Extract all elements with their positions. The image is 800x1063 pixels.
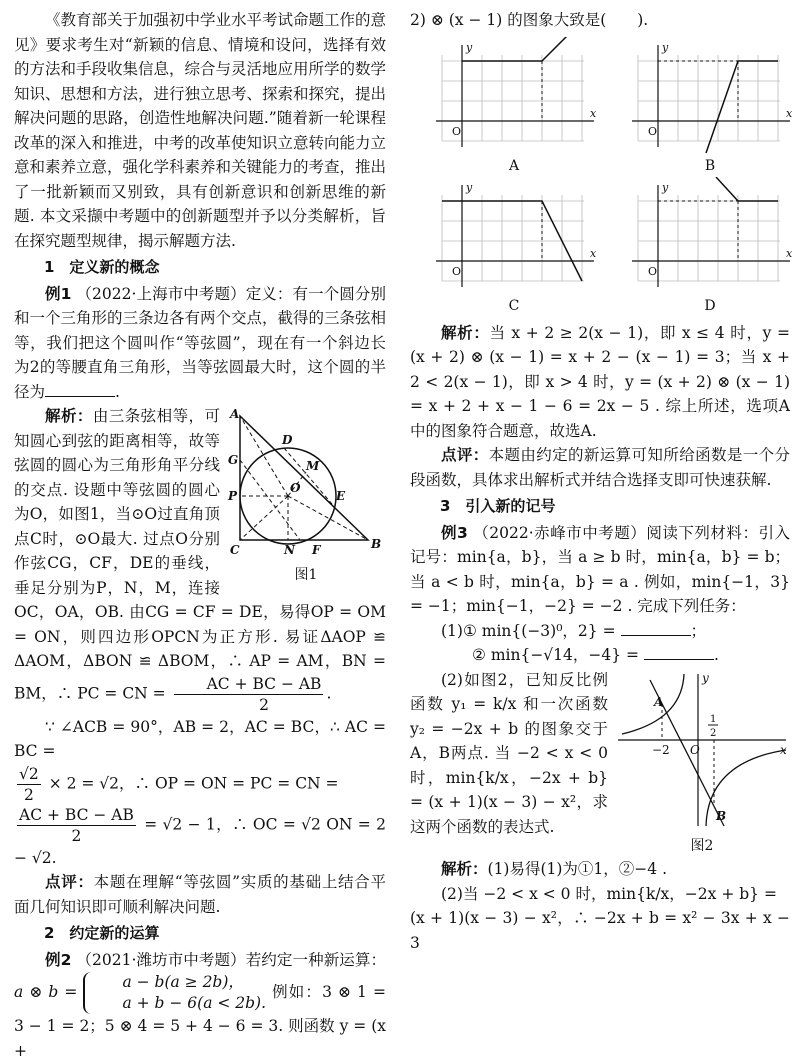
example-2 bbox=[14, 948, 386, 1063]
comment-2-text: 本题由约定的新运算可知所给函数是一个分段函数，具体求出解析式并结合选择支即可快速获解. bbox=[410, 446, 790, 489]
graph-d-x: x bbox=[786, 247, 793, 260]
solution-1-label: 解析： bbox=[45, 407, 93, 425]
solution-1-line-c-text: × 2 = √2，∴ OP = ON = PC = CN = bbox=[49, 774, 339, 792]
fig2-label-x: x bbox=[780, 743, 787, 757]
solution-1: 解析：由三条弦相等，可知圆心到弦的距离相等，故等弦圆的圆心为三角形角平分线的交点. 设题中等弦圆的圆心为O，如图1，当⊙O过直角顶点C时，⊙O最大. 过点O分别作弦CG，CF，DE的垂线，垂足分别为P，N，M，连接OC，OA，OB. 由CG = CF = DE，易得OP = OM = ON，则四边形OPCN为正方形. 易证ΔAOP ≌ ΔAOM，ΔBON ≌ ΔBOM，∴ AP = AM，BN = BM，∴ PC = CN = $\frac{AC + BC - AB}{2}$ . bbox=[14, 404, 386, 715]
task-2: (2)如图2，已知反比例函数 y₁ = k/x 和一次函数 y₂ = −2x + b 的图象交于A，B两点. 当 −2 < x < 0 时，min{k/x，−2x + b} = (x + 1)(x − 3) − x²，求这两个函数的表达式. bbox=[410, 668, 790, 840]
fig2-half-num: 1 bbox=[710, 714, 716, 725]
fig2-label-B: B bbox=[715, 809, 726, 823]
fraction-sqrt2-over-2 bbox=[17, 764, 41, 805]
graph-c-label: C bbox=[424, 297, 604, 315]
answer-blank-3 bbox=[644, 643, 714, 660]
fig1-label-B: B bbox=[370, 537, 381, 551]
comment-1 bbox=[14, 870, 386, 919]
example-2-label: 例2 bbox=[45, 951, 71, 969]
solution-2-text: 当 x + 2 ≥ 2(x − 1)，即 x ≤ 4 时，y = (x + 2) ⊗ (x − 1) = x + 2 − (x − 1) = 3；当 x + 2 < 2(x − 1)，即 x > 4 时，y = (x + 2) ⊗ (x − 1) = x + 2 + x − 1 − 6 = 2x − 5 . 综上所述，选项A中的图象符合题意，故选A. bbox=[410, 324, 790, 440]
graph-c-y: y bbox=[465, 181, 473, 194]
solution-3-b: (2)当 −2 < x < 0 时，min{k/x，−2x + b} = bbox=[410, 882, 790, 907]
answer-blank-1 bbox=[45, 380, 115, 397]
figure-2-caption: 图2 bbox=[614, 837, 790, 855]
fig1-label-A: A bbox=[229, 408, 239, 421]
fig2-label-neg2: −2 bbox=[652, 743, 670, 757]
fig1-label-P: P bbox=[227, 489, 238, 503]
graph-option-c bbox=[424, 177, 604, 317]
fig2-label-y: y bbox=[701, 671, 709, 685]
graph-b-plot bbox=[620, 37, 800, 157]
comment-2-label: 点评： bbox=[441, 446, 489, 464]
task-1b-text: ② min{−√14，−4} = bbox=[472, 646, 639, 664]
graph-a-plot bbox=[424, 37, 604, 157]
solution-1-text: 由三条弦相等，可知圆心到弦的距离相等，故等弦圆的圆心为三角形角平分线的交点. 设题中等弦圆的圆心为O，如图1，当⊙O过直角顶点C时，⊙O最大. 过点O分别作弦CG，CF，DE的垂线，垂足分别为P，N，M，连接OC，OA，OB. 由CG = CF = DE，易得OP = OM = ON，则四边形OPCN为正方形. 易证ΔAOP ≌ ΔAOM，ΔBON ≌ ΔBOM，∴ AP = AM，BN = BM，∴ PC = CN = bbox=[14, 407, 386, 702]
example-3-label: 例3 bbox=[441, 524, 468, 542]
comment-1-label: 点评： bbox=[45, 873, 94, 891]
section-1-heading: 1 定义新的概念 bbox=[14, 255, 386, 280]
graph-b-origin: O bbox=[648, 125, 657, 138]
section-2-heading: 2 约定新的运算 bbox=[14, 921, 386, 946]
example-3-text: （2022·赤峰市中考题）阅读下列材料：引入记号：min{a，b}，当 a ≥ b 时，min{a，b} = b；当 a < b 时，min{a，b} = a . 例如，min{−1，3} = −1；min{−1，−2} = −2 . 完成下列任务： bbox=[410, 524, 790, 616]
graph-d-origin: O bbox=[648, 265, 657, 278]
intro-paragraph: 《教育部关于加强初中学业水平考试命题工作的意见》要求考生对“新颖的信息、情境和设问，选择有效的方法和手段收集信息，综合与灵活地应用所学的数学知识、思想和方法，进行独立思考、探索和探究，提出解决问题的思路，创造性地解决问题.”随着新一轮课程改革的深入和推进，中考的改革使知识立意转向能力立意和素养立意，强化学科素养和关键能力的考查，推出了一批新颖而又别致，具有创新意识和创新思维的新题. 本文采撷中考题中的创新题型并予以分类解析，旨在探究题型规律，揭示解题方法. bbox=[14, 8, 386, 253]
figure-2 bbox=[614, 670, 790, 856]
fig2-label-A: A bbox=[653, 695, 663, 709]
example-1-end: . bbox=[115, 383, 120, 401]
example-2-after: 例如：3 ⊗ 1 = 3 − 1 = 2；5 ⊗ 4 = 5 + 4 − 6 = 3. 则函数 y = (x + bbox=[14, 983, 386, 1060]
solution-3-c: (x + 1)(x − 3) − x²，∴ −2x + b = x² − 3x + x − 3 bbox=[410, 906, 790, 955]
answer-graphs bbox=[424, 37, 790, 317]
piecewise-cases bbox=[83, 972, 266, 1014]
fraction-oc-numerator: AC + BC − AB bbox=[17, 805, 136, 826]
example-1-label: 例1 bbox=[45, 285, 71, 303]
fig1-label-E: E bbox=[335, 489, 346, 503]
solution-3 bbox=[410, 857, 790, 882]
fig1-label-M: M bbox=[305, 459, 320, 473]
solution-1-line-d bbox=[14, 805, 386, 871]
solution-1-line-d-text: = √2 − 1，∴ OC = √2 ON = 2 − √2. bbox=[14, 815, 386, 867]
graph-a-origin: O bbox=[452, 125, 461, 138]
graph-c-origin: O bbox=[452, 265, 461, 278]
case-2: a + b − 6(a < 2b). bbox=[91, 993, 266, 1014]
fig1-label-O: O bbox=[290, 481, 301, 495]
graph-b-x: x bbox=[786, 107, 793, 120]
fig1-label-G: G bbox=[228, 453, 238, 467]
fraction-sqrt2-numerator: √2 bbox=[17, 764, 41, 785]
graph-c-plot bbox=[424, 177, 604, 297]
fig1-label-D: D bbox=[281, 433, 293, 447]
graph-a-x: x bbox=[590, 107, 597, 120]
case-1: a − b(a ≥ 2b)， bbox=[91, 972, 266, 993]
left-column bbox=[14, 8, 386, 1063]
graph-option-a bbox=[424, 37, 604, 177]
graph-a-label: A bbox=[424, 157, 604, 175]
fig1-label-N: N bbox=[283, 543, 296, 557]
graph-a-y: y bbox=[465, 41, 473, 54]
fraction-oc-denominator: 2 bbox=[17, 826, 136, 846]
graph-option-d bbox=[620, 177, 800, 317]
solution-1-line-c bbox=[14, 764, 386, 805]
fraction-pc-numerator: AC + BC − AB bbox=[174, 674, 324, 695]
solution-2 bbox=[410, 321, 790, 444]
solution-1-line-b: ∵ ∠ACB = 90°，AB = 2，AC = BC，∴ AC = BC = bbox=[14, 715, 386, 764]
section-3-heading: 3 引入新的记号 bbox=[410, 494, 790, 519]
figure-1 bbox=[226, 408, 386, 584]
example-1 bbox=[14, 282, 386, 405]
graph-b-y: y bbox=[661, 41, 669, 54]
answer-blank-2 bbox=[621, 619, 691, 636]
graph-d-plot bbox=[620, 177, 800, 297]
fig2-label-O: O bbox=[690, 743, 700, 757]
example-3 bbox=[410, 521, 790, 619]
graph-d-label: D bbox=[620, 297, 800, 315]
fraction-pc-denominator: 2 bbox=[174, 695, 324, 715]
operation-definition: a ⊗ b = bbox=[14, 983, 77, 1001]
task-1a-text: (1)① min{(−3)⁰，2} = bbox=[441, 622, 616, 640]
solution-3-label: 解析： bbox=[441, 860, 488, 878]
right-column bbox=[410, 8, 790, 955]
figure-1-caption: 图1 bbox=[226, 566, 386, 584]
fig1-label-C: C bbox=[230, 543, 240, 557]
comment-1-text: 本题在理解“等弦圆”实质的基础上结合平面几何知识即可顺利解决问题. bbox=[14, 873, 386, 916]
graph-option-b bbox=[620, 37, 800, 177]
example-1-text: （2022·上海市中考题）定义：有一个圆分别和一个三角形的三条边各有两个交点，截得的三条弦相等，我们把这个圆叫作“等弦圆”，现在有一个斜边长为2的等腰直角三角形，当等弦圆最大时，这个圆的半径为 bbox=[14, 285, 386, 401]
figure-2-graph bbox=[614, 670, 790, 830]
question-2-line: 2) ⊗ (x − 1) 的图象大致是( ). bbox=[410, 8, 790, 33]
fraction-pc bbox=[174, 674, 324, 715]
graph-d-y: y bbox=[661, 181, 669, 194]
task-1a: (1)① min{(−3)⁰，2} = ； bbox=[410, 619, 790, 644]
fig2-half-den: 2 bbox=[710, 728, 716, 739]
task-1b: ② min{−√14，−4} = . bbox=[410, 643, 790, 668]
example-2-text: （2021·潍坊市中考题）若约定一种新运算： bbox=[76, 951, 386, 969]
fraction-oc bbox=[17, 805, 136, 846]
figure-1-diagram bbox=[226, 408, 386, 558]
solution-2-label: 解析： bbox=[441, 324, 490, 342]
graph-b-label: B bbox=[620, 157, 800, 175]
fig1-label-F: F bbox=[311, 543, 322, 557]
comment-2 bbox=[410, 443, 790, 492]
graph-c-x: x bbox=[590, 247, 597, 260]
fraction-sqrt2-denominator: 2 bbox=[17, 785, 41, 805]
solution-3-a: (1)易得(1)为①1，②−4 . bbox=[488, 860, 667, 878]
